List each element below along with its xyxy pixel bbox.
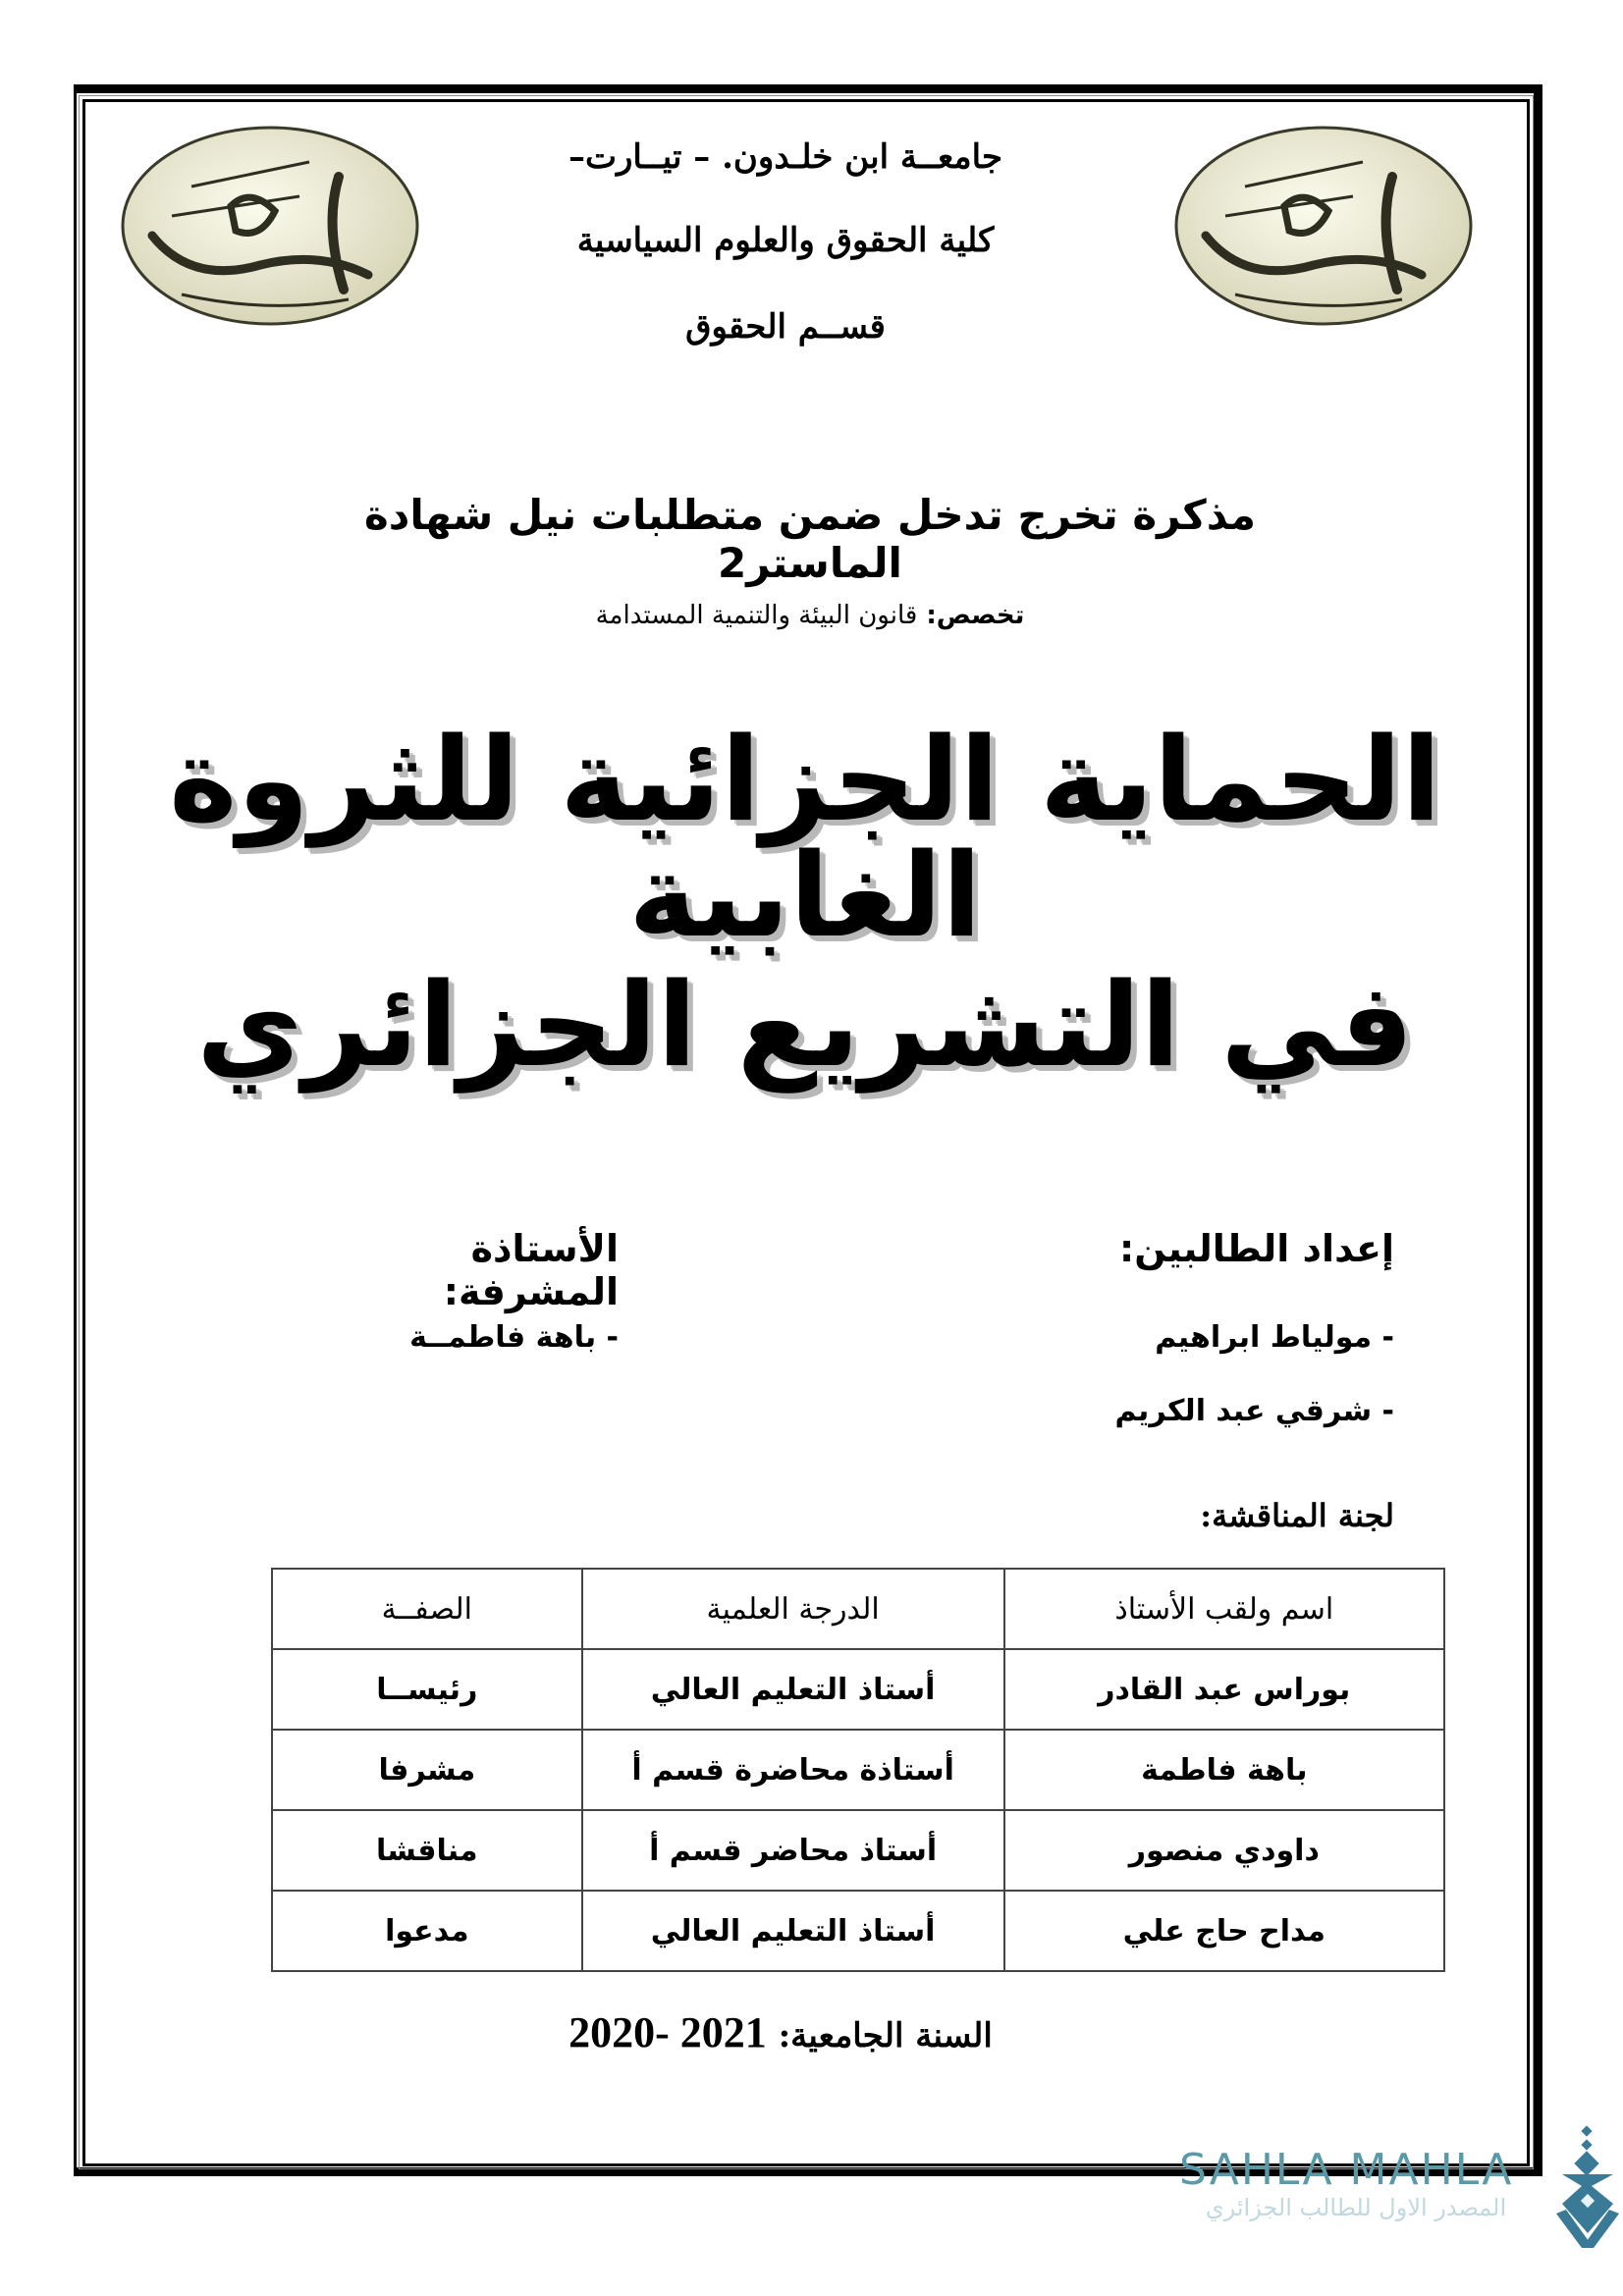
table-header-row <box>272 1569 1444 1649</box>
university-name: جامعــة ابن خلـدون. – تيــارت– <box>568 137 1003 177</box>
academic-year-label: السنة الجامعية: <box>778 2016 993 2056</box>
university-logo-left <box>113 118 427 334</box>
author-name-2: - شرقي عبد الكريم <box>1114 1394 1394 1428</box>
calligraphy-seal-icon <box>1166 118 1481 334</box>
academic-year <box>511 2007 1051 2057</box>
member-name: بوراس عبد القادر <box>1004 1649 1444 1730</box>
member-name: داودي منصور <box>1004 1810 1444 1891</box>
member-role: مدعوا <box>272 1891 582 1971</box>
committee-table <box>271 1568 1445 1972</box>
thesis-title-line1: الحماية الجزائية للثروة الغابية <box>169 712 1441 963</box>
supervisor-label: الأستاذة المشرفة: <box>443 1227 619 1313</box>
specialty <box>442 601 1178 630</box>
table-row <box>272 1730 1444 1810</box>
university-logo-right <box>1166 118 1481 334</box>
table-row <box>272 1810 1444 1891</box>
academic-year-value: 2020- 2021 <box>568 2008 767 2056</box>
member-rank: أستاذ التعليم العالي <box>582 1649 1004 1730</box>
table-row <box>272 1649 1444 1730</box>
member-rank: أستاذ التعليم العالي <box>582 1891 1004 1971</box>
watermark-tagline: المصدر الاول للطالب الجزائري <box>1205 2194 1507 2221</box>
member-rank: أستاذة محاضرة قسم أ <box>582 1730 1004 1810</box>
department-name: قســم الحقوق <box>685 307 886 347</box>
supervisor-name: - باهة فاطمــة <box>409 1320 619 1355</box>
member-rank: أستاذ محاضر قسم أ <box>582 1810 1004 1891</box>
thesis-title-line2: في التشريع الجزائري <box>196 957 1414 1093</box>
specialty-value: قانون البيئة والتنمية المستدامة <box>595 601 918 630</box>
member-role: رئيســا <box>272 1649 582 1730</box>
watermark-brand: SAHLA MAHLA <box>1179 2145 1514 2195</box>
table-row <box>272 1891 1444 1971</box>
authors-label: إعداد الطالبين: <box>1119 1227 1394 1270</box>
calligraphy-seal-icon <box>113 118 427 334</box>
column-header-rank: الدرجة العلمية <box>582 1569 1004 1649</box>
column-header-name: اسم ولقب الأستاذ <box>1004 1569 1444 1649</box>
member-name: مداح حاج علي <box>1004 1891 1444 1971</box>
member-role: مناقشا <box>272 1810 582 1891</box>
column-header-role: الصفــة <box>272 1569 582 1649</box>
sahla-mahla-logo-icon <box>1552 2125 1623 2253</box>
committee-label: لجنة المناقشة: <box>1200 1497 1394 1534</box>
author-name-1: - مولياط ابراهيم <box>1155 1320 1394 1355</box>
thesis-purpose: مذكرة تخرج تدخل ضمن متطلبات نيل شهادة الماستر2 <box>364 491 1256 587</box>
sahla-mahla-watermark <box>1173 2145 1623 2253</box>
member-name: باهة فاطمة <box>1004 1730 1444 1810</box>
member-role: مشرفا <box>272 1730 582 1810</box>
faculty-name: كلية الحقوق والعلوم السياسية <box>576 221 995 260</box>
specialty-label: تخصص: <box>926 601 1025 630</box>
